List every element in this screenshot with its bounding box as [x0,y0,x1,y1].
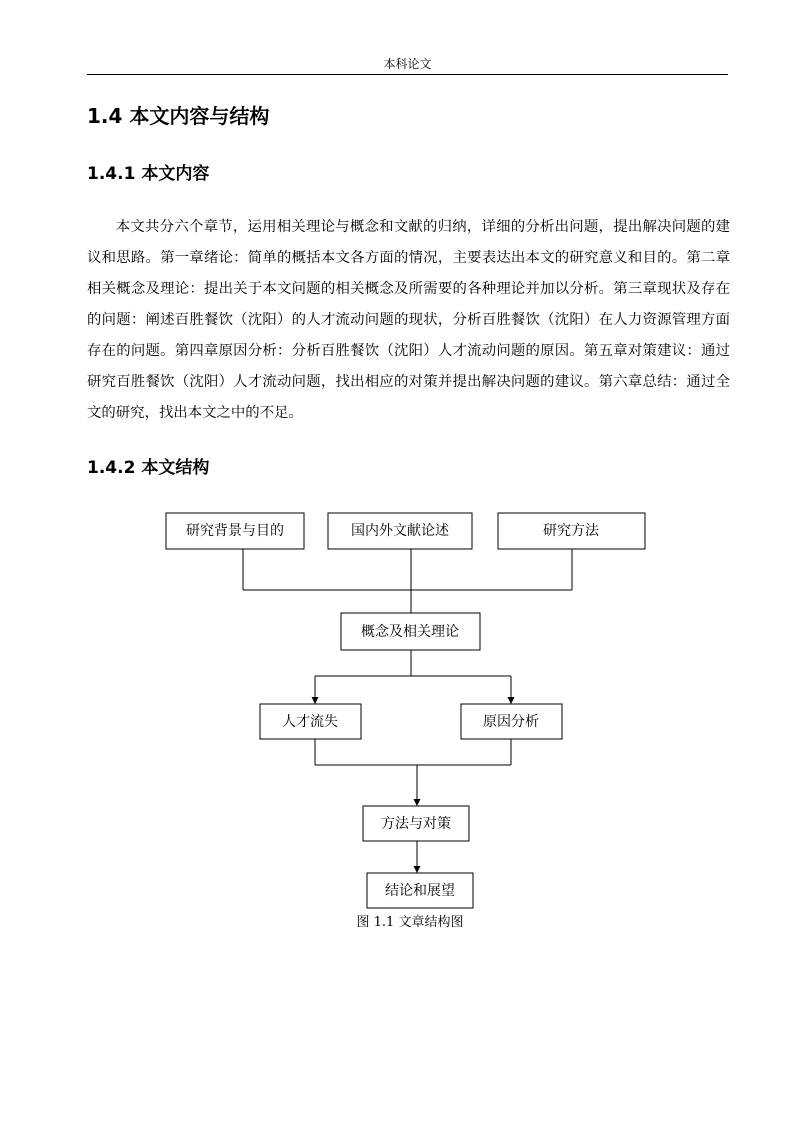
svg-text:原因分析: 原因分析 [483,714,539,730]
svg-text:结论和展望: 结论和展望 [385,883,455,899]
node-background [166,513,304,549]
running-header: 本科论文 [383,57,432,71]
svg-text:研究方法: 研究方法 [543,523,599,539]
svg-text:人才流失: 人才流失 [282,714,338,730]
svg-text:研究背景与目的: 研究背景与目的 [186,523,284,539]
section-heading: 1.4 本文内容与结构 [87,104,270,128]
node-conclusion [367,873,473,908]
node-talent-loss [260,704,361,739]
subsection-heading-structure: 1.4.2 本文结构 [87,458,210,478]
node-method [498,513,645,549]
svg-text:方法与对策: 方法与对策 [381,816,451,832]
node-solutions [363,806,469,841]
subsection-heading-content: 1.4.1 本文内容 [87,164,210,184]
svg-text:概念及相关理论: 概念及相关理论 [361,624,459,640]
svg-text:国内外文献论述: 国内外文献论述 [351,523,449,539]
figure-caption: 图 1.1 文章结构图 [356,915,464,930]
node-literature [328,513,472,549]
node-concepts [341,613,480,650]
node-causes [461,704,562,739]
content-paragraph: 本文共分六个章节，运用相关理论与概念和文献的归纳，详细的分析出问题，提出解决问题的建议和思路。第一章绪论：简单的概括本文各方面的情况，主要表达出本文的研究意义和目的。第二章相关概念及理论：提出关于本文问题的相关概念及所需要的各种理论并加以分析。第三章现状及存在的问题：阐述百胜餐饮（沈阳）的人才流动问题的现状，分析百胜餐饮（沈阳）在人力资源管理方面存在的问题。第四章原因分析：分析百胜餐饮（沈阳）人才流动问题的原因。第五章对策建议：通过研究百胜餐饮（沈阳）人才流动问题，找出相应的对策并提出解决问题的建议。第六章总结：通过全文的研究，找出本文之中的不足。 [87,219,730,421]
